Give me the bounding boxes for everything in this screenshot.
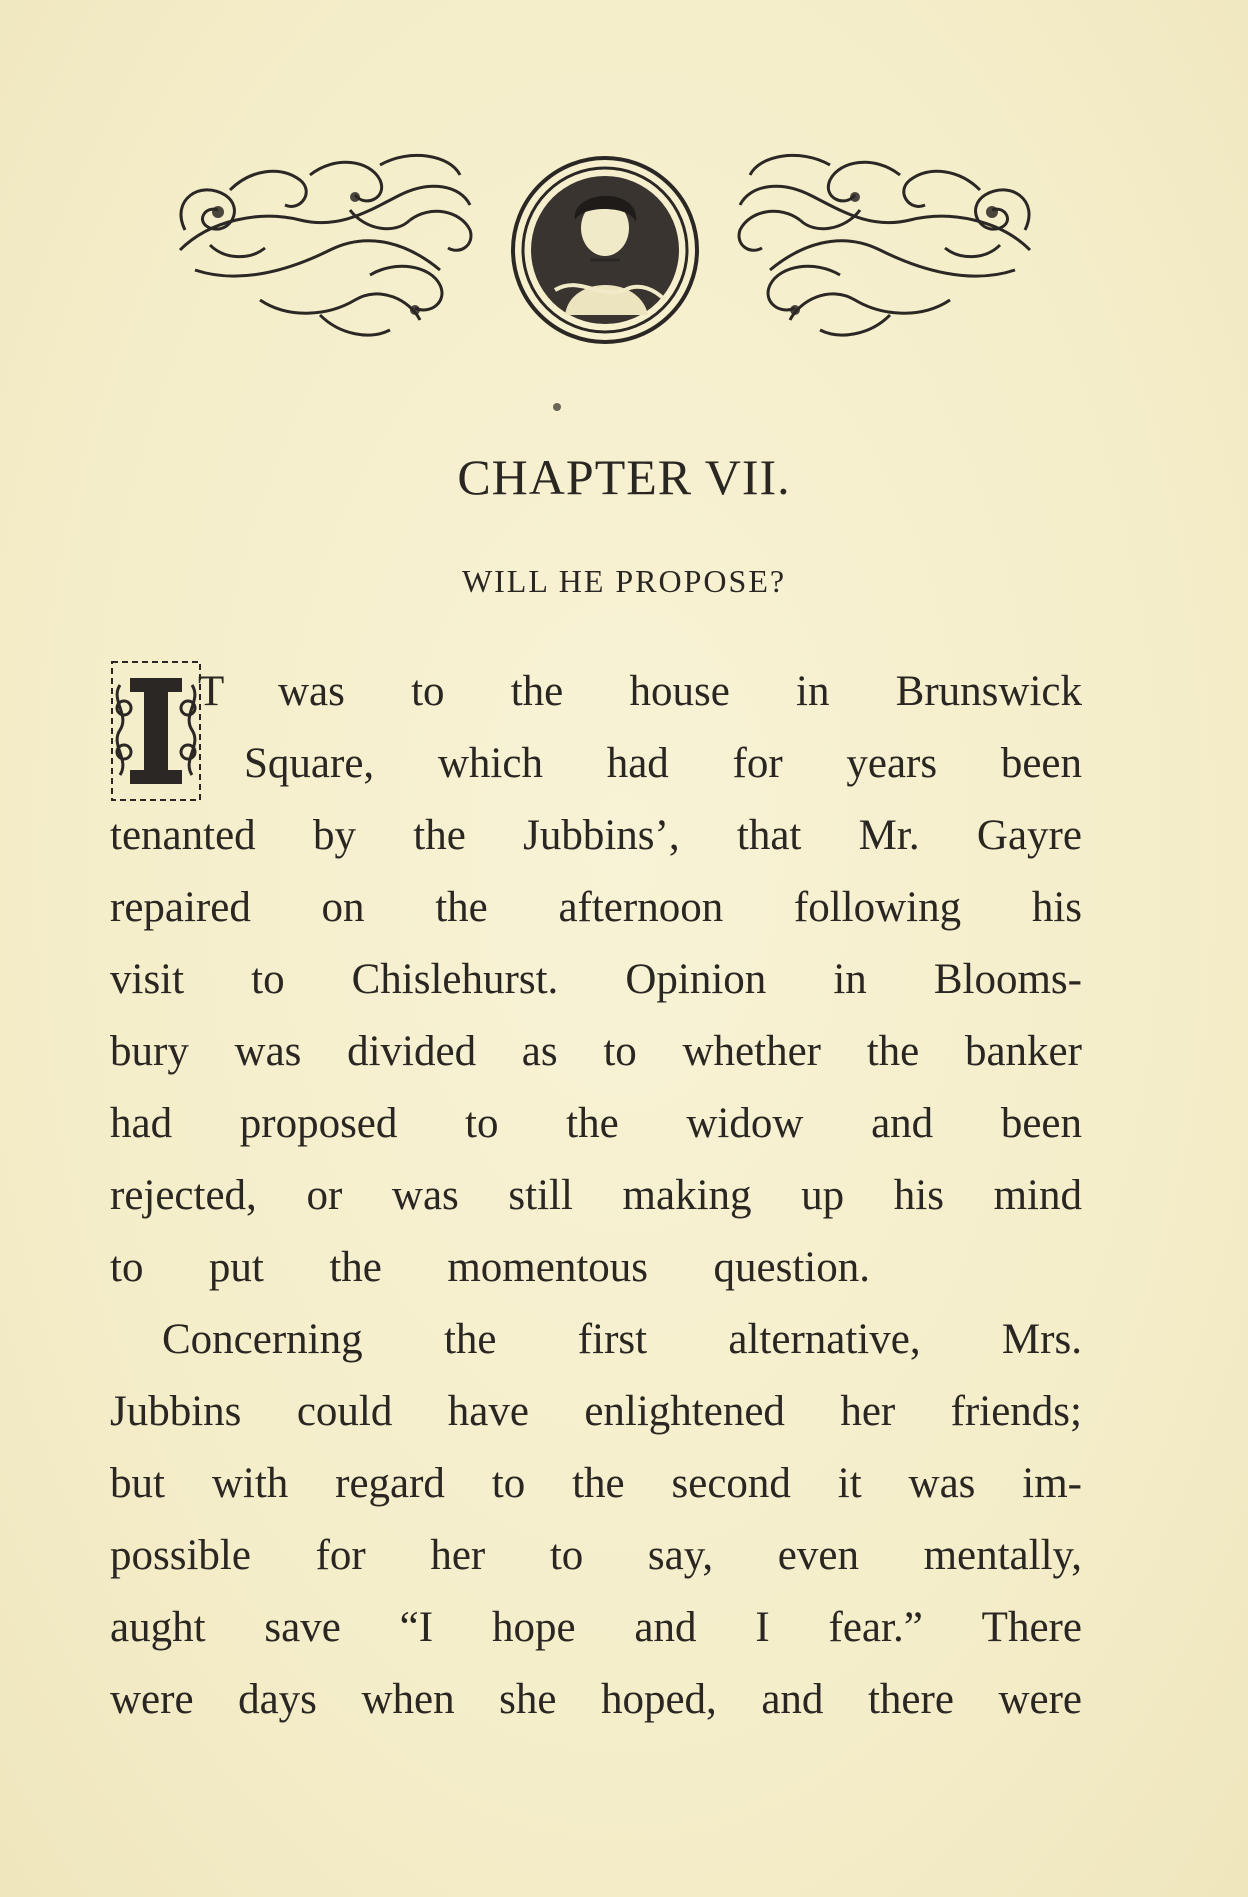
text-line: were days when she hoped, and there were <box>110 1676 1082 1723</box>
text-line: had proposed to the widow and been <box>110 1100 1082 1147</box>
ornamental-headpiece-icon <box>170 150 1040 365</box>
chapter-title: CHAPTER VII. <box>457 449 791 505</box>
text-line: Jubbins could have enlightened her friends; <box>110 1388 1082 1435</box>
text-line: Square, which had for years been <box>244 740 1082 787</box>
chapter-subtitle: WILL HE PROPOSE? <box>461 563 787 599</box>
text-line: possible for her to say, even mentally, <box>110 1532 1082 1579</box>
text-line: to put the momentous question. <box>110 1244 870 1291</box>
text-line: was to the house in Brunswick <box>278 668 1082 715</box>
text-line: tenanted by the Jubbins’, that Mr. Gayre <box>110 812 1082 859</box>
text-line: aught save “I hope and I fear.” There <box>110 1604 1082 1651</box>
text-line: visit to Chislehurst. Opinion in Blooms- <box>110 956 1082 1003</box>
decorated-initial-icon <box>110 660 202 802</box>
text-line: Concerning the first alternative, Mrs. <box>162 1316 1082 1363</box>
text-line: bury was divided as to whether the banker <box>110 1028 1082 1075</box>
text-line: repaired on the afternoon following his <box>110 884 1082 931</box>
text-line: rejected, or was still making up his mind <box>110 1172 1082 1219</box>
initial-continuation: T <box>198 668 225 715</box>
ink-speck <box>553 403 561 411</box>
text-line: but with regard to the second it was im- <box>110 1460 1082 1507</box>
